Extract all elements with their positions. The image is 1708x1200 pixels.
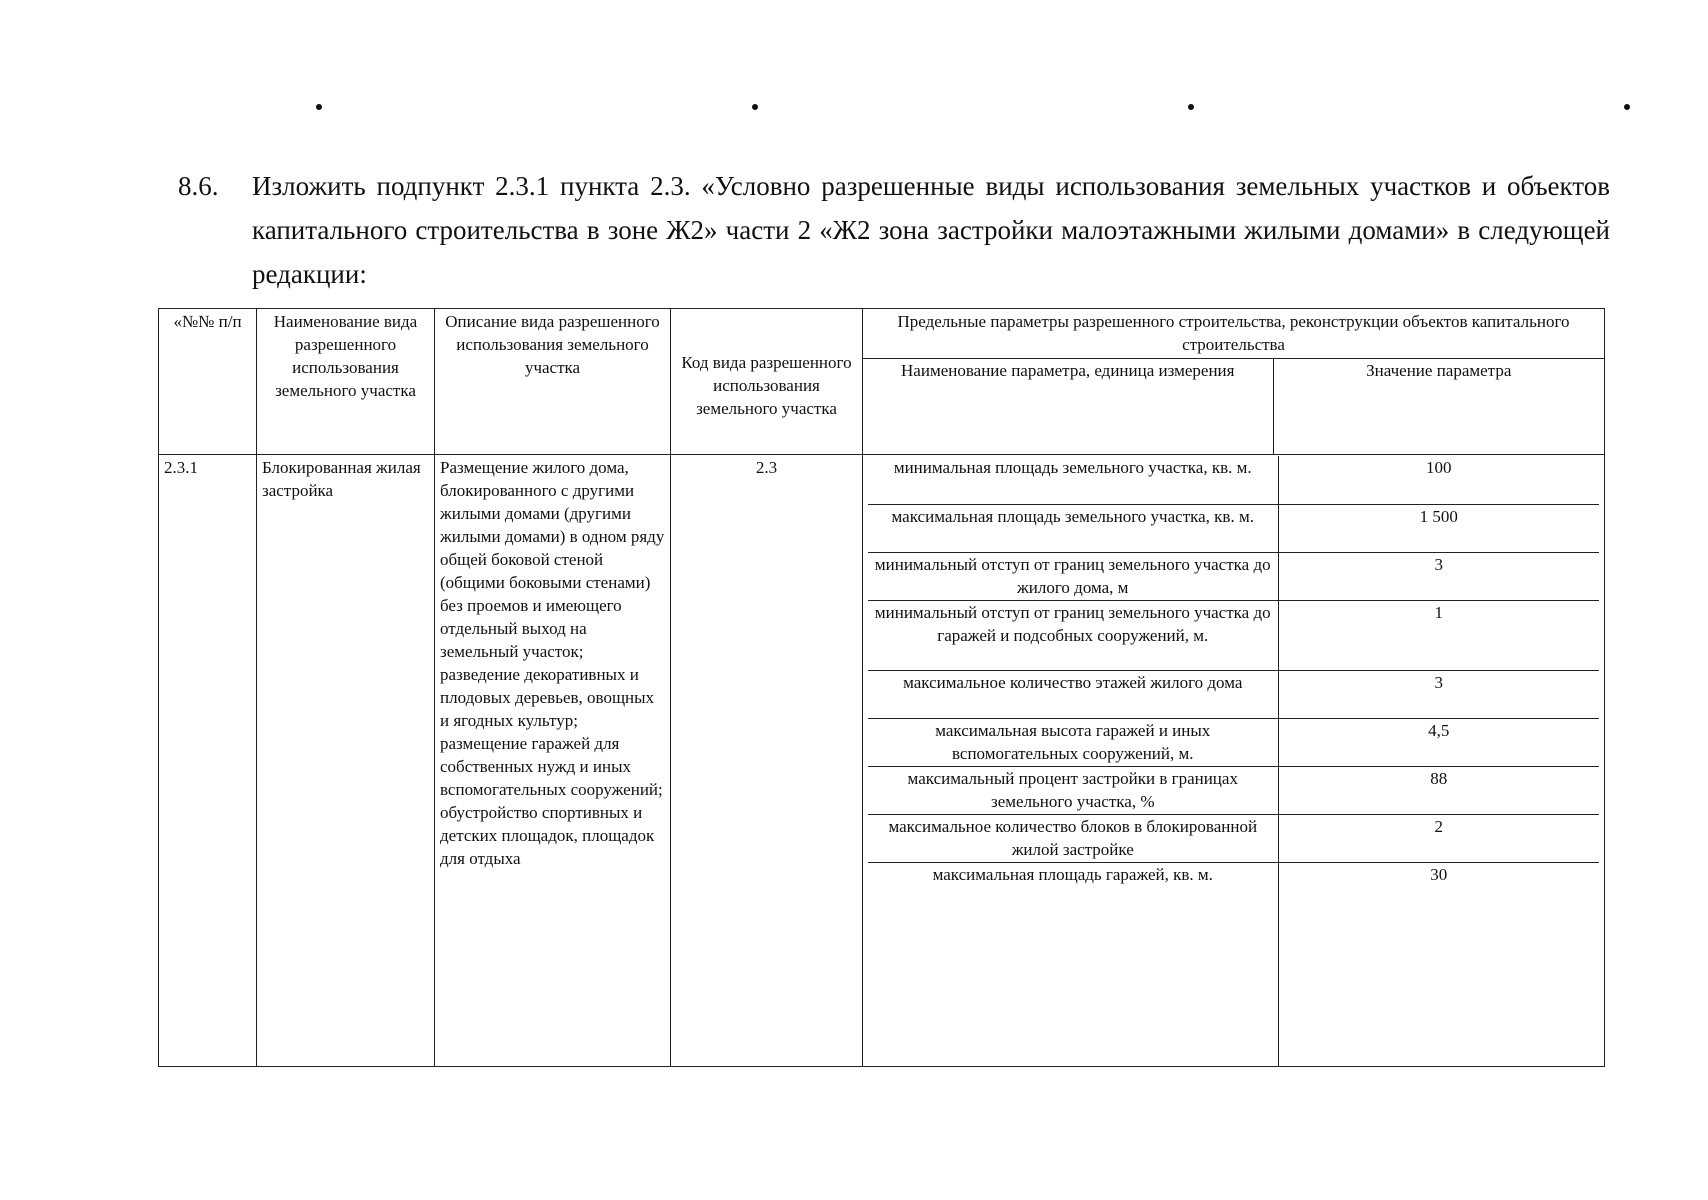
param-row [868,456,1599,504]
param-name: максимальное количество блоков в блокированной жилой застройке [868,814,1278,862]
param-name: максимальное количество этажей жилого дома [868,670,1278,718]
header-param-name: Наименование параметра, единица измерения [863,359,1273,454]
param-row [868,766,1599,814]
header-limit-params: Предельные параметры разрешенного строительства, реконструкции объектов капитального строительства [863,309,1605,359]
param-name: максимальная высота гаражей и иных вспомогательных сооружений, м. [868,718,1278,766]
param-value: 100 [1278,456,1599,504]
param-value: 1 500 [1278,504,1599,552]
row-num: 2.3.1 [159,455,257,1067]
param-row [868,718,1599,766]
header-num: «№№ п/п [159,309,257,455]
header-use-name: Наименование вида разрешенного использования земельного участка [257,309,435,455]
header-param-value: Значение параметра [1366,361,1512,380]
param-value: 88 [1278,766,1599,814]
param-header-table [863,359,1604,454]
scan-dot [1624,104,1630,110]
param-name: минимальный отступ от границ земельного участка до жилого дома, м [868,552,1278,600]
scan-dot [752,104,758,110]
row-use-description: Размещение жилого дома, блокированного с другими жилыми домами (другими жилыми домами) в одном ряду общей боковой стеной (общими боковыми стенами) без проемов и имеющего отдельный выход на земельный участок; разведение декоративных и плодовых деревьев, овощных и ягодных культур; размещение гаражей для собственных нужд и иных вспомогательных сооружений; обустройство спортивных и детских площадок, площадок для отдыха [435,455,671,1067]
row-use-name: Блокированная жилая застройка [257,455,435,1067]
param-value: 3 [1278,670,1599,718]
scan-dot [316,104,322,110]
param-row [868,504,1599,552]
param-row [868,862,1599,1066]
table-row [159,455,1605,1067]
param-name: максимальный процент застройки в границах земельного участка, % [868,766,1278,814]
header-use-code: Код вида разрешенного использования земельного участка [671,309,863,455]
param-name: максимальная площадь гаражей, кв. м. [868,862,1278,1066]
params-table [868,456,1599,1066]
param-row [868,600,1599,670]
param-row [868,552,1599,600]
row-use-code: 2.3 [671,455,863,1067]
section-number: 8.6. [178,171,219,201]
param-value: 1 [1278,600,1599,670]
param-row [868,814,1599,862]
param-value: 30 [1430,864,1448,884]
param-value: 2 [1278,814,1599,862]
param-name: максимальная площадь земельного участка, кв. м. [868,504,1278,552]
param-name: минимальный отступ от границ земельного участка до гаражей и подсобных сооружений, м. [868,600,1278,670]
section-text: Изложить подпункт 2.3.1 пункта 2.3. «Условно разрешенные виды использования земельных участков и объектов капитального строительства в зоне Ж2» части 2 «Ж2 зона застройки малоэтажными жилыми домами» в следующей редакции: [252,171,1610,289]
param-row [868,670,1599,718]
param-value: 4,5 [1278,718,1599,766]
param-value: 3 [1278,552,1599,600]
land-use-table [158,308,1605,1067]
param-name: минимальная площадь земельного участка, кв. м. [868,456,1278,504]
scan-dot [1188,104,1194,110]
header-use-description: Описание вида разрешенного использования земельного участка [435,309,671,455]
